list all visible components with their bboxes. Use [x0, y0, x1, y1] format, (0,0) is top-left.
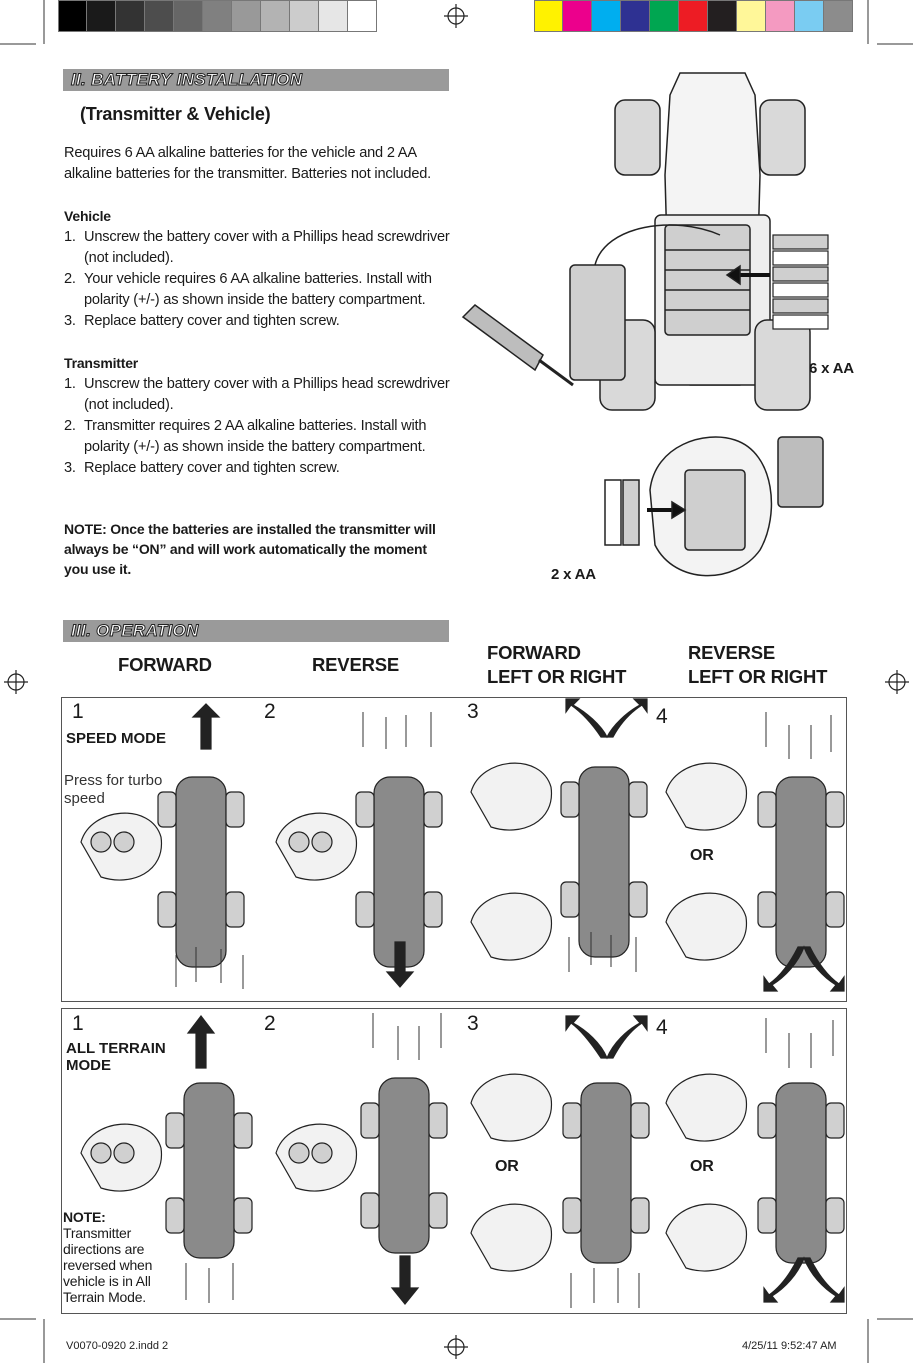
footer-filename: V0070-0920 2.indd 2	[66, 1340, 169, 1352]
vehicle-steps	[64, 227, 454, 332]
speed-mode-label: SPEED MODE	[66, 730, 167, 747]
transmitter-steps	[64, 374, 454, 479]
color-swatch	[290, 1, 319, 31]
terrain-step-2: 2	[264, 1012, 276, 1035]
terrain-step-1: 1	[72, 1012, 84, 1035]
color-swatch	[795, 1, 824, 31]
color-swatch	[232, 1, 261, 31]
column-forward: FORWARD	[118, 654, 212, 675]
list-item: 1. Unscrew the battery cover with a Phillips head screwdriver (not included).	[64, 229, 450, 266]
transmitter-heading: Transmitter	[64, 355, 139, 371]
battery-section-header	[63, 69, 449, 91]
grayscale-calibration-bar	[58, 0, 377, 32]
vehicle-battery-label: 6 x AA	[809, 360, 854, 377]
terrain-or-label-2: OR	[690, 1158, 714, 1175]
column-reverse-turn: REVERSE LEFT OR RIGHT	[688, 642, 828, 687]
transmitter-battery-illustration	[595, 425, 845, 585]
column-reverse: REVERSE	[312, 654, 400, 675]
color-swatch	[534, 1, 563, 31]
color-calibration-bar	[534, 0, 853, 32]
color-swatch	[766, 1, 795, 31]
color-swatch	[348, 1, 377, 31]
color-swatch	[145, 1, 174, 31]
battery-subtitle: (Transmitter & Vehicle)	[80, 104, 271, 124]
column-forward-turn: FORWARD LEFT OR RIGHT	[487, 642, 627, 687]
list-item: 2. Your vehicle requires 6 AA alkaline batteries. Install with polarity (+/-) as shown inside the battery compartment.	[64, 271, 432, 308]
turbo-hint: Press for turbo speed	[64, 772, 163, 807]
terrain-or-label-1: OR	[495, 1158, 519, 1175]
speed-step-1: 1	[72, 700, 84, 723]
operation-section-header	[63, 620, 449, 642]
color-swatch	[58, 1, 87, 31]
terrain-mode-label: ALL TERRAIN MODE	[66, 1040, 166, 1074]
operation-section-title: III. OPERATION	[71, 621, 199, 640]
list-item: 3. Replace battery cover and tighten screw.	[64, 313, 340, 329]
color-swatch	[679, 1, 708, 31]
color-swatch	[737, 1, 766, 31]
color-swatch	[563, 1, 592, 31]
speed-step-2: 2	[264, 700, 276, 723]
color-swatch	[621, 1, 650, 31]
vehicle-heading: Vehicle	[64, 208, 111, 224]
color-swatch	[708, 1, 737, 31]
footer-timestamp: 4/25/11 9:52:47 AM	[742, 1340, 837, 1352]
vehicle-battery-illustration	[455, 55, 865, 415]
speed-step-3: 3	[467, 700, 479, 723]
battery-instructions	[64, 143, 454, 479]
speed-step-4: 4	[656, 705, 668, 728]
color-swatch	[824, 1, 853, 31]
terrain-mode-illustrations	[61, 1008, 847, 1314]
battery-note: NOTE: Once the batteries are installed the transmitter will always be “ON” and will work automatically the moment you use it.	[64, 521, 436, 577]
color-swatch	[650, 1, 679, 31]
color-swatch	[592, 1, 621, 31]
list-item: 3. Replace battery cover and tighten screw.	[64, 460, 340, 476]
transmitter-battery-label: 2 x AA	[551, 566, 596, 583]
battery-section-title: II. BATTERY INSTALLATION	[71, 70, 303, 89]
color-swatch	[319, 1, 348, 31]
color-swatch	[174, 1, 203, 31]
color-swatch	[116, 1, 145, 31]
terrain-note: NOTE: Transmitter directions are reversed when vehicle is in All Terrain Mode.	[63, 1209, 153, 1305]
list-item: 2. Transmitter requires 2 AA alkaline batteries. Install with polarity (+/-) as shown inside the battery compartment.	[64, 418, 427, 455]
battery-intro: Requires 6 AA alkaline batteries for the vehicle and 2 AA alkaline batteries for the transmitter. Batteries not included.	[64, 145, 432, 182]
list-item: 1. Unscrew the battery cover with a Phillips head screwdriver (not included).	[64, 376, 450, 413]
color-swatch	[203, 1, 232, 31]
color-swatch	[87, 1, 116, 31]
terrain-step-3: 3	[467, 1012, 479, 1035]
speed-mode-illustrations	[61, 697, 847, 1002]
speed-or-label: OR	[690, 847, 714, 864]
color-swatch	[261, 1, 290, 31]
terrain-step-4: 4	[656, 1016, 668, 1039]
